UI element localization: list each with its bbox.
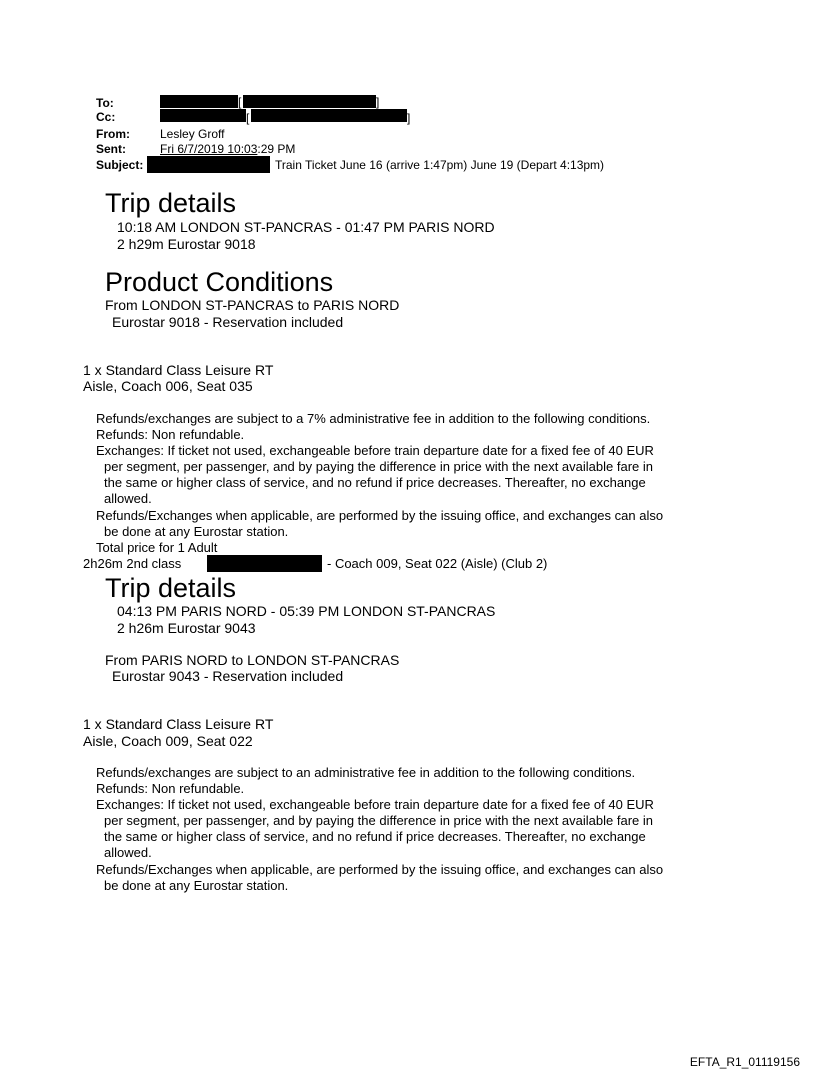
issuing-line: be done at any Eurostar station.: [104, 878, 289, 893]
subject-value: Train Ticket June 16 (arrive 1:47pm) June 19 (Depart 4:13pm): [275, 158, 605, 172]
trip-route: 04:13 PM PARIS NORD - 05:39 PM LONDON ST-PANCRAS: [117, 603, 496, 619]
bracket-glyph: ]: [407, 111, 411, 125]
refund-note: Refunds/exchanges are subject to a 7% administrative fee in addition to the following conditions.: [96, 411, 651, 426]
exchanges-line: allowed.: [104, 845, 152, 860]
from-to: From LONDON ST-PANCRAS to PARIS NORD: [105, 297, 400, 313]
seat-info: Aisle, Coach 009, Seat 022: [83, 733, 253, 749]
bracket-glyph: ]: [376, 95, 380, 109]
exchanges-line: allowed.: [104, 491, 152, 506]
redaction-bar: [160, 109, 246, 122]
exchanges-line: per segment, per passenger, and by paying the difference in price with the next available fare in: [104, 813, 653, 828]
ticket-type: 1 x Standard Class Leisure RT: [83, 362, 274, 378]
subject-label: Subject:: [96, 158, 144, 172]
trip-duration: 2 h29m Eurostar 9018: [117, 236, 256, 252]
to-label: To:: [96, 96, 114, 110]
refunds-line: Refunds: Non refundable.: [96, 781, 245, 796]
refunds-line: Refunds: Non refundable.: [96, 427, 245, 442]
exchanges-line: the same or higher class of service, and no refund if price decreases. Thereafter, no exchange: [104, 829, 646, 844]
sent-value: [160, 143, 295, 155]
train-reservation: Eurostar 9018 - Reservation included: [112, 314, 344, 330]
issuing-line: Refunds/Exchanges when applicable, are performed by the issuing office, and exchanges can also: [96, 862, 664, 877]
bracket-glyph: [: [246, 111, 250, 125]
issuing-line: be done at any Eurostar station.: [104, 524, 289, 539]
document-id: EFTA_R1_01119156: [689, 1055, 800, 1069]
train-reservation: Eurostar 9043 - Reservation included: [112, 668, 344, 684]
product-conditions-heading: Product Conditions: [105, 267, 334, 297]
bracket-glyph: [: [238, 95, 242, 109]
trip-route: 10:18 AM LONDON ST-PANCRAS - 01:47 PM PARIS NORD: [117, 219, 495, 235]
total-price: Total price for 1 Adult: [96, 540, 218, 555]
redaction-bar: [160, 95, 238, 108]
redaction-bar: [251, 109, 407, 122]
cc-label: Cc:: [96, 110, 116, 124]
exchanges-line: the same or higher class of service, and no refund if price decreases. Thereafter, no exchange: [104, 475, 646, 490]
trip-duration: 2 h26m Eurostar 9043: [117, 620, 256, 636]
sent-label: Sent:: [96, 142, 126, 156]
trip-details-heading: Trip details: [105, 573, 237, 603]
from-label: From:: [96, 127, 130, 141]
class-line-b: - Coach 009, Seat 022 (Aisle) (Club 2): [327, 556, 548, 571]
issuing-line: Refunds/Exchanges when applicable, are performed by the issuing office, and exchanges can also: [96, 508, 664, 523]
ticket-type: 1 x Standard Class Leisure RT: [83, 716, 274, 732]
exchanges-line: per segment, per passenger, and by paying the difference in price with the next available fare in: [104, 459, 653, 474]
seat-info: Aisle, Coach 006, Seat 035: [83, 378, 253, 394]
from-to: From PARIS NORD to LONDON ST-PANCRAS: [105, 652, 400, 668]
redaction-bar: [207, 555, 322, 572]
trip-details-heading: Trip details: [105, 188, 237, 218]
redaction-bar: [243, 95, 376, 108]
exchanges-line: Exchanges: If ticket not used, exchangeable before train departure date for a fixed fee of 40 EUR: [96, 443, 654, 458]
from-value: Lesley Groff: [160, 127, 225, 141]
exchanges-line: Exchanges: If ticket not used, exchangeable before train departure date for a fixed fee of 40 EUR: [96, 797, 654, 812]
refund-note: Refunds/exchanges are subject to an administrative fee in addition to the following conditions.: [96, 765, 636, 780]
sent-time: :29 PM: [257, 142, 296, 156]
class-line-a: 2h26m 2nd class: [83, 556, 182, 571]
sent-date: Fri 6/7/2019 10:03: [160, 142, 258, 156]
redaction-bar: [147, 156, 270, 173]
